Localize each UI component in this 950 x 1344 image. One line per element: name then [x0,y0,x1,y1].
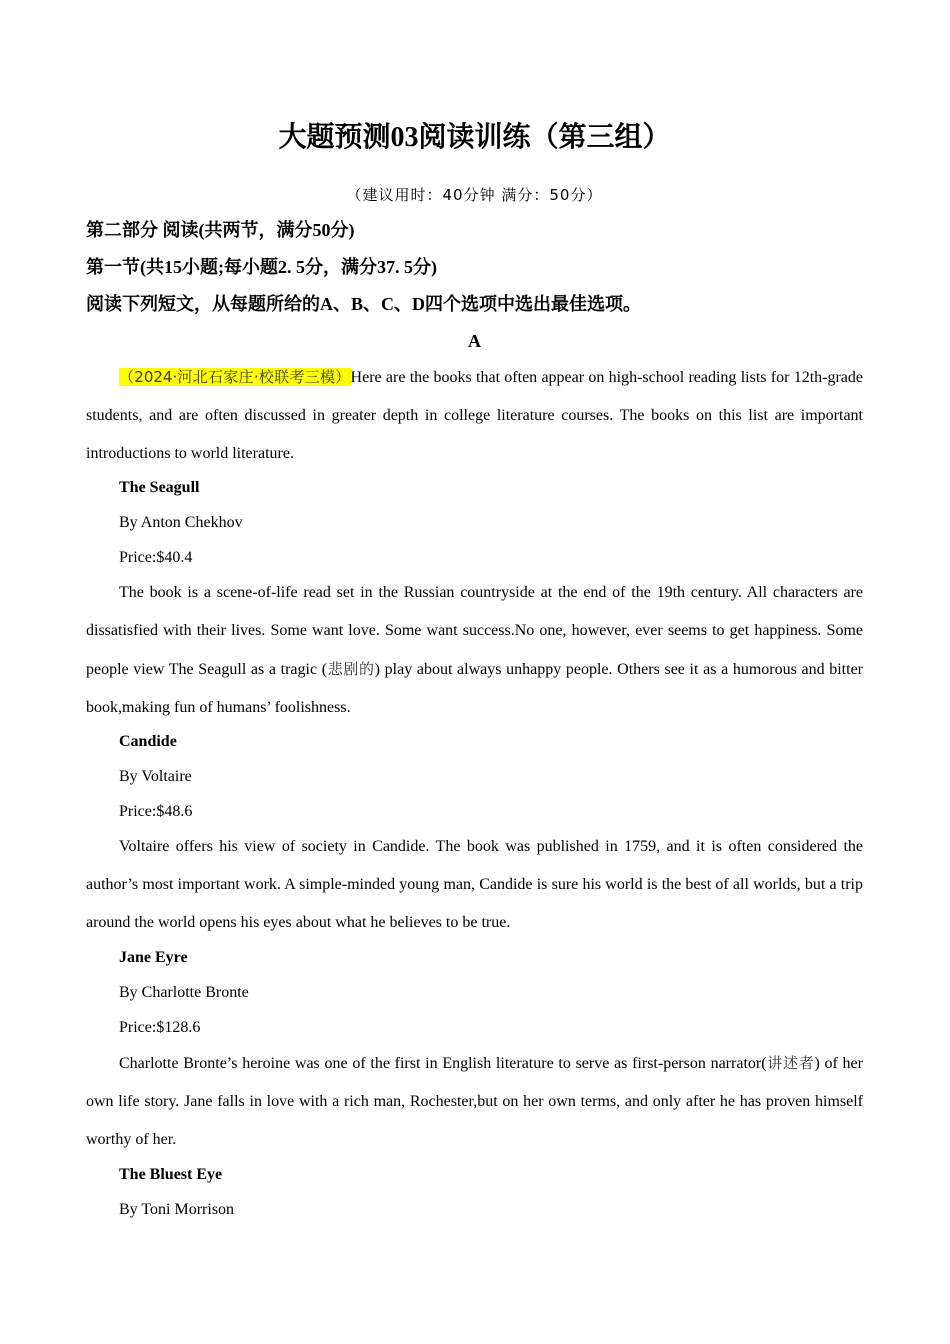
gloss-cn: 悲剧的 [327,660,375,678]
part-heading: 第二部分 阅读(共两节，满分50分) [86,220,355,240]
book-description [86,574,863,727]
book-price: Price:$128.6 [119,1019,201,1036]
book-author: By Anton Chekhov [119,514,243,531]
intro-text: Here are the books that often appear on high-school reading lists for 12th-grade students, and are often discussed in greater depth in college literature courses. The books on this list are important introductions to world literature. [86,369,863,462]
section-heading: 第一节(共15小题;每小题2. 5分，满分37. 5分) [86,257,437,277]
book-price: Price:$48.6 [119,803,193,820]
passage-letter: A [468,331,481,351]
book-description [86,1044,863,1159]
passage-intro [86,358,863,473]
source-tag: （2024·河北石家庄·校联考三模） [119,368,351,386]
book-author: By Charlotte Bronte [119,984,249,1001]
desc-text: The book is a scene-of-life read set in the Russian countryside at the end of the 19th century. All characters are dissatisfied with their lives. Some want love. Some want success.No one, however, ever seems to get happiness. Some people view The Seagull as a tragic ( [86,584,863,678]
book-author: By Toni Morrison [119,1201,235,1218]
timing-note: （建议用时：40分钟 满分：50分） [346,186,603,204]
book-price: Price:$40.4 [119,549,193,566]
desc-text: ) play about always unhappy people. Others see it as a humorous and bitter book,making fun of humans’ foolishness. [86,661,863,716]
book-title: The Bluest Eye [119,1166,223,1183]
book-title: The Seagull [119,479,200,496]
desc-text: Charlotte Bronte’s heroine was one of the first in English literature to serve as first-person narrator( [119,1055,767,1072]
book-title: Candide [119,733,177,750]
gloss-cn: 讲述者 [766,1054,815,1072]
desc-text: ) of her own life story. Jane falls in love with a rich man, Rochester,but on her own terms, and only after he has proven himself worthy of her. [86,1055,863,1148]
book-author: By Voltaire [119,768,192,785]
page-title: 大题预测03阅读训练（第三组） [278,122,671,153]
book-description: Voltaire offers his view of society in Candide. The book was published in 1759, and it is often considered the author’s most important work. A simple-minded young man, Candide is sure his world is the best of all worlds, but a trip around the world opens his eyes about what he believes to be true. [86,838,863,931]
directions-heading: 阅读下列短文，从每题所给的A、B、C、D四个选项中选出最佳选项。 [86,294,641,314]
book-title: Jane Eyre [119,949,188,966]
